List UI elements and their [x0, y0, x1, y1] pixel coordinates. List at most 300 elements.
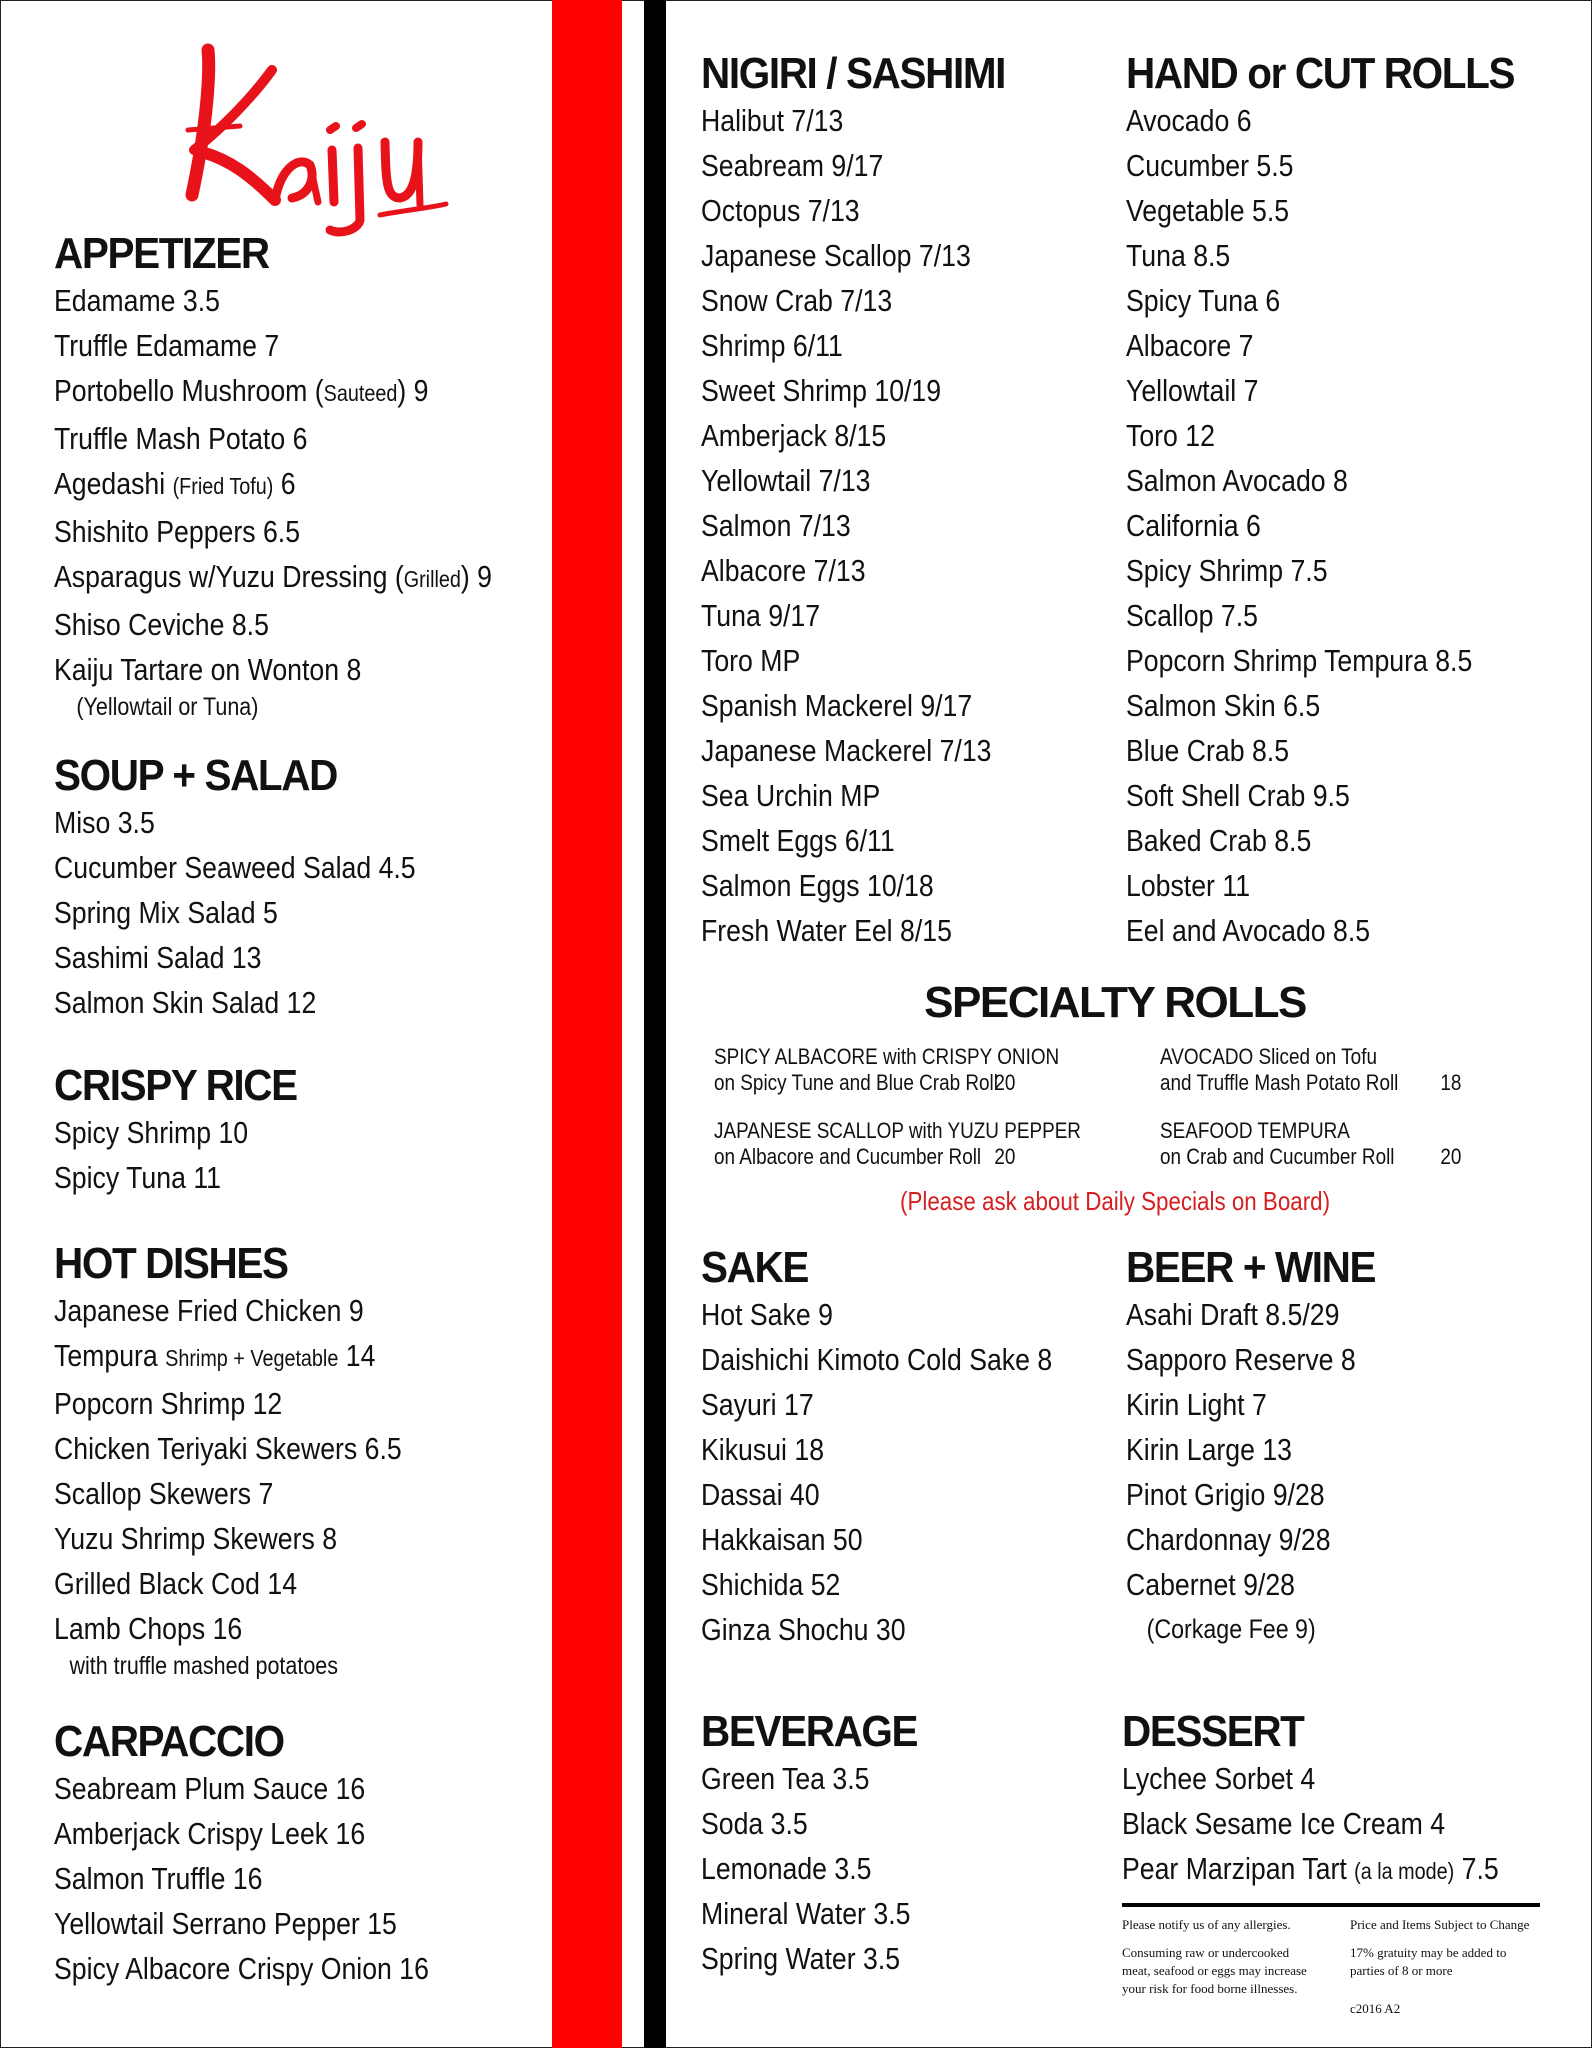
item-price: 12	[286, 985, 317, 1020]
item-note: Grilled	[403, 566, 461, 592]
item-name: Salmon Avocado	[1126, 463, 1326, 498]
menu-item	[701, 98, 992, 143]
item-name: Yellowtail Serrano Pepper	[54, 1906, 360, 1941]
menu-item	[701, 188, 992, 233]
menu-item	[1122, 1756, 1499, 1801]
item-price: 13	[231, 940, 262, 975]
item-name: Truffle Edamame	[54, 328, 258, 363]
item-price: 7	[258, 1476, 274, 1511]
item-price: 10/19	[874, 373, 942, 408]
item-price: 7/13	[918, 238, 971, 273]
item-name: Asahi Draft	[1126, 1297, 1258, 1332]
item-price: 8	[1333, 463, 1348, 498]
item-name: Hakkaisan	[701, 1522, 826, 1557]
item-price: 5.5	[1256, 148, 1294, 183]
item-price: 7	[1243, 373, 1259, 408]
specialty-item	[1160, 1044, 1462, 1096]
item-price: 7/13	[840, 283, 893, 318]
item-name: Pear Marzipan Tart	[1122, 1851, 1347, 1886]
specialty-item	[714, 1044, 1059, 1096]
section-title: BEVERAGE	[701, 1707, 918, 1756]
section-title: HAND or CUT ROLLS	[1126, 49, 1515, 98]
item-price: 8.5	[231, 607, 269, 642]
item-price: 40	[789, 1477, 820, 1512]
item-price: 5.5	[1252, 193, 1290, 228]
item-name: Popcorn Shrimp Tempura	[1126, 643, 1428, 678]
menu-item	[54, 416, 492, 461]
specialty-item	[1160, 1118, 1462, 1170]
menu-item	[1126, 278, 1489, 323]
menu-item	[1122, 1846, 1499, 1894]
item-price: 7	[1251, 1387, 1267, 1422]
item-name: Salmon Skin Salad	[54, 985, 280, 1020]
beer-wine-list	[1126, 1292, 1397, 1607]
item-name: Chicken Teriyaki Skewers	[54, 1431, 358, 1466]
appetizer-section	[54, 230, 563, 722]
item-name: Seabream	[701, 148, 825, 183]
item-price: 6	[292, 421, 308, 456]
item-name: California	[1126, 508, 1239, 543]
item-name: Pinot Grigio	[1126, 1477, 1266, 1512]
specialty-name: AVOCADO Sliced on Tofu	[1160, 1044, 1377, 1069]
item-price: 14	[267, 1566, 298, 1601]
menu-item	[54, 1561, 402, 1606]
item-price: 7.5	[1290, 553, 1328, 588]
item-name: Spring Mix Salad	[54, 895, 256, 930]
item-price: 3.5	[182, 283, 221, 318]
item-price: 16	[335, 1816, 366, 1851]
menu-item	[1126, 1427, 1359, 1472]
menu-item	[701, 1292, 1052, 1337]
item-name: Shrimp	[701, 328, 786, 363]
menu-item	[1126, 323, 1489, 368]
item-price: 11	[193, 1160, 222, 1195]
section-title: BEER + WINE	[1126, 1243, 1376, 1292]
menu-item	[701, 1472, 1052, 1517]
item-name: Blue Crab	[1126, 733, 1245, 768]
item-price: 9	[348, 1293, 364, 1328]
item-name: Cucumber Seaweed Salad	[54, 850, 372, 885]
item-price: 30	[875, 1612, 906, 1647]
menu-item	[701, 638, 992, 683]
item-price: MP	[840, 778, 881, 813]
item-name: Tuna	[1126, 238, 1186, 273]
item-name: Soft Shell Crab	[1126, 778, 1306, 813]
item-name: Green Tea	[701, 1761, 826, 1796]
item-name: Agedashi	[54, 466, 166, 501]
item-name: Cabernet	[1126, 1567, 1236, 1602]
item-price: 8/15	[834, 418, 887, 453]
item-name: Truffle Mash Potato	[54, 421, 286, 456]
item-price: 8.5	[1274, 823, 1312, 858]
item-name: Portobello Mushroom (	[54, 373, 324, 408]
menu-item	[54, 1426, 402, 1471]
menu-item	[1126, 458, 1489, 503]
beverage-section	[701, 1708, 945, 1981]
item-price: 12	[252, 1386, 283, 1421]
item-price: 7.5	[1220, 598, 1258, 633]
item-name: Mineral Water	[701, 1896, 866, 1931]
item-price: 9/17	[768, 598, 821, 633]
menu-item	[54, 845, 416, 890]
item-name: Kaiju Tartare on Wonton	[54, 652, 340, 687]
item-price: 7/13	[807, 193, 860, 228]
item-name: Albacore	[1126, 328, 1232, 363]
specialty-item	[714, 1118, 1081, 1170]
menu-item	[701, 908, 992, 953]
menu-item	[701, 1846, 910, 1891]
item-name: Popcorn Shrimp	[54, 1386, 246, 1421]
item-name: Tuna	[701, 598, 761, 633]
item-name: Black Sesame Ice Cream	[1122, 1806, 1423, 1841]
menu-item	[701, 278, 992, 323]
item-name: Amberjack	[701, 418, 827, 453]
menu-item	[701, 1382, 1052, 1427]
item-price: 9	[413, 373, 429, 408]
menu-item	[54, 1471, 402, 1516]
menu-item	[54, 323, 492, 368]
item-price: 4	[1430, 1806, 1446, 1841]
rolls-list	[1126, 98, 1548, 953]
footer-divider	[1122, 1903, 1540, 1907]
item-name: Kirin Light	[1126, 1387, 1245, 1422]
menu-item	[701, 413, 992, 458]
item-name: Spring Water	[701, 1941, 856, 1976]
item-price: 4	[1300, 1761, 1316, 1796]
menu-item	[701, 368, 992, 413]
item-name: Soda	[701, 1806, 764, 1841]
menu-item	[54, 1811, 429, 1856]
item-price: 7	[264, 328, 280, 363]
carpaccio-list	[54, 1766, 490, 1991]
beverage-list	[701, 1756, 945, 1981]
item-price: 8	[346, 652, 362, 687]
menu-item	[54, 278, 492, 323]
hot-dishes-section	[54, 1240, 458, 1681]
menu-item	[1126, 683, 1489, 728]
item-name: Toro	[1126, 418, 1178, 453]
menu-item	[1126, 863, 1489, 908]
menu-item	[1126, 188, 1489, 233]
item-name: Ginza Shochu	[701, 1612, 869, 1647]
item-name: Scallop Skewers	[54, 1476, 252, 1511]
menu-item	[1126, 1562, 1359, 1607]
item-name: Spicy Tuna	[54, 1160, 186, 1195]
soup-salad-section	[54, 752, 475, 1025]
item-price: 6/11	[792, 328, 843, 363]
beer-wine-section	[1126, 1244, 1397, 1652]
item-name: Salmon	[701, 508, 792, 543]
menu-item	[701, 593, 992, 638]
menu-item	[701, 548, 992, 593]
menu-item	[54, 647, 492, 692]
item-note-close: )	[397, 373, 407, 408]
item-price: 8	[322, 1521, 338, 1556]
menu-item	[1126, 233, 1489, 278]
item-name: Seabream Plum Sauce	[54, 1771, 329, 1806]
menu-item	[701, 143, 992, 188]
item-price: 8	[1340, 1342, 1356, 1377]
item-price: 9/17	[920, 688, 973, 723]
item-price: 3.5	[873, 1896, 911, 1931]
menu-item	[1126, 368, 1489, 413]
item-price: 9/28	[1243, 1567, 1295, 1602]
kaiju-logo	[180, 30, 450, 240]
item-price: 6.5	[262, 514, 301, 549]
menu-item	[1126, 818, 1489, 863]
item-price: 5	[262, 895, 278, 930]
menu-item	[701, 1801, 910, 1846]
item-name: Shiso Ceviche	[54, 607, 225, 642]
menu-item	[701, 1607, 1052, 1652]
item-price: 7	[1238, 328, 1254, 363]
menu-item	[1126, 638, 1489, 683]
item-price: 8.5	[1251, 733, 1290, 768]
menu-item	[54, 554, 492, 602]
item-name: Sapporo Reserve	[1126, 1342, 1334, 1377]
specialty-name: SPICY ALBACORE with CRISPY ONION	[714, 1044, 1060, 1069]
item-name: Snow Crab	[701, 283, 833, 318]
menu-item	[1126, 1292, 1359, 1337]
item-price: 6	[1246, 508, 1261, 543]
item-price: 18	[794, 1432, 825, 1467]
item-price: 9	[818, 1297, 833, 1332]
menu-item	[701, 818, 992, 863]
menu-item	[701, 1337, 1052, 1382]
menu-item	[1126, 503, 1489, 548]
menu-item	[54, 1901, 429, 1946]
specialty-name: SEAFOOD TEMPURA	[1160, 1118, 1350, 1143]
menu-item	[1126, 98, 1489, 143]
menu-item	[54, 935, 416, 980]
menu-item	[54, 461, 492, 509]
hot-dishes-list	[54, 1288, 458, 1651]
sake-section	[701, 1244, 1109, 1652]
menu-item	[54, 1288, 402, 1333]
menu-item	[1126, 728, 1489, 773]
menu-item	[54, 602, 492, 647]
menu-item	[701, 863, 992, 908]
item-name: Japanese Scallop	[701, 238, 912, 273]
item-name: Avocado	[1126, 103, 1230, 138]
item-name: Lamb Chops	[54, 1611, 206, 1646]
menu-item	[701, 728, 992, 773]
item-name: Smelt Eggs	[701, 823, 838, 858]
item-price: 8.5	[1193, 238, 1231, 273]
item-price: 16	[232, 1861, 263, 1896]
copyright-note: c2016 A2	[1350, 2001, 1401, 2016]
item-price: 9/17	[831, 148, 884, 183]
menu-item	[54, 509, 492, 554]
menu-item	[701, 683, 992, 728]
item-name: Dassai	[701, 1477, 783, 1512]
item-name: Edamame	[54, 283, 176, 318]
section-title: SAKE	[701, 1243, 808, 1292]
rolls-section	[1126, 50, 1548, 953]
item-price: 3.5	[863, 1941, 901, 1976]
section-title: CRISPY RICE	[54, 1061, 297, 1110]
specialty-price: 20	[994, 1144, 1016, 1169]
item-price: 8.5/29	[1265, 1297, 1340, 1332]
menu-item	[701, 1936, 910, 1981]
menu-item	[54, 1155, 281, 1200]
specialty-desc: on Crab and Cucumber Roll	[1160, 1144, 1395, 1169]
menu-item	[54, 1946, 429, 1991]
item-price: 52	[810, 1567, 841, 1602]
menu-item	[1126, 1472, 1359, 1517]
specialty-name: JAPANESE SCALLOP with YUZU PEPPER	[714, 1118, 1081, 1143]
item-price: 9	[477, 559, 493, 594]
item-price: 9.5	[1312, 778, 1350, 813]
menu-item	[701, 1891, 910, 1936]
item-name: Yellowtail	[701, 463, 812, 498]
nigiri-list	[701, 98, 1039, 953]
item-name: Salmon Skin	[1126, 688, 1276, 723]
item-name: Lemonade	[701, 1851, 828, 1886]
section-title: DESSERT	[1122, 1707, 1304, 1756]
carpaccio-section	[54, 1718, 490, 1991]
item-name: Japanese Mackerel	[701, 733, 933, 768]
specialty-desc: on Spicy Tune and Blue Crab Roll	[714, 1070, 998, 1095]
item-name: Tempura	[54, 1338, 158, 1373]
item-name: Lychee Sorbet	[1122, 1761, 1293, 1796]
item-name: Halibut	[701, 103, 784, 138]
item-name: Cucumber	[1126, 148, 1249, 183]
appetizer-list	[54, 278, 563, 692]
item-name: Spicy Albacore Crispy Onion	[54, 1951, 392, 1986]
item-price: 16	[335, 1771, 366, 1806]
specialty-price: 20	[1440, 1144, 1462, 1169]
menu-item	[701, 1517, 1052, 1562]
item-name: Kikusui	[701, 1432, 787, 1467]
lamb-subnote: with truffle mashed potatoes	[69, 1652, 339, 1680]
crispy-rice-list	[54, 1110, 318, 1200]
gratuity-note: 17% gratuity may be added to parties of 8 or more	[1350, 1945, 1507, 1978]
menu-item	[701, 773, 992, 818]
specialty-desc: on Albacore and Cucumber Roll	[714, 1144, 982, 1169]
item-name: Spicy Shrimp	[1126, 553, 1284, 588]
item-name: Yuzu Shrimp Skewers	[54, 1521, 315, 1556]
item-name: Salmon Truffle	[54, 1861, 226, 1896]
item-name: Fresh Water Eel	[701, 913, 893, 948]
consuming-warning: Consuming raw or undercooked meat, seafood or eggs may increase your risk for food borne illnesses.	[1122, 1945, 1307, 1996]
item-price: 13	[1262, 1432, 1293, 1467]
menu-item	[54, 368, 492, 416]
menu-item	[54, 1110, 281, 1155]
item-note: Sauteed	[323, 380, 398, 406]
item-price: 9/28	[1272, 1477, 1325, 1512]
item-name: Baked Crab	[1126, 823, 1267, 858]
menu-item	[1126, 908, 1489, 953]
item-name: Vegetable	[1126, 193, 1245, 228]
item-name: Toro	[701, 643, 753, 678]
item-name: Sea Urchin	[701, 778, 833, 813]
item-note: Shrimp + Vegetable	[165, 1345, 339, 1371]
item-name: Chardonnay	[1126, 1522, 1272, 1557]
item-price: 8.5	[1333, 913, 1371, 948]
item-price: 3.5	[832, 1761, 870, 1796]
price-change-note: Price and Items Subject to Change	[1350, 1917, 1530, 1932]
item-price: 8.5	[1435, 643, 1473, 678]
item-name: Salmon Eggs	[701, 868, 860, 903]
menu-item	[1126, 1382, 1359, 1427]
menu-item	[701, 1427, 1052, 1472]
item-price: 7/13	[791, 103, 844, 138]
item-price: 3.5	[117, 805, 155, 840]
item-name: Daishichi Kimoto Cold Sake	[701, 1342, 1030, 1377]
menu-item	[1126, 548, 1489, 593]
item-price: 7/13	[818, 463, 871, 498]
item-price: 7/13	[813, 553, 866, 588]
crispy-rice-section	[54, 1062, 318, 1200]
item-price: 4.5	[378, 850, 416, 885]
menu-item	[54, 1333, 402, 1381]
menu-item	[54, 980, 416, 1025]
item-name: Japanese Fried Chicken	[54, 1293, 342, 1328]
dessert-section	[1122, 1708, 1560, 1894]
item-name: Sayuri	[701, 1387, 777, 1422]
item-name: Spicy Tuna	[1126, 283, 1258, 318]
section-title: CARPACCIO	[54, 1717, 284, 1766]
allergy-note: Please notify us of any allergies.	[1122, 1917, 1291, 1932]
menu-item	[701, 233, 992, 278]
item-name: Spanish Mackerel	[701, 688, 913, 723]
item-price: 14	[345, 1338, 376, 1373]
item-price: 8/15	[900, 913, 952, 948]
specialty-price: 18	[1440, 1070, 1462, 1095]
item-name: Asparagus w/Yuzu Dressing (	[54, 559, 404, 594]
item-price: 6	[280, 466, 296, 501]
section-title: APPETIZER	[54, 229, 269, 278]
soup-salad-list	[54, 800, 475, 1025]
menu-item	[1126, 1517, 1359, 1562]
menu-item	[1126, 593, 1489, 638]
item-name: Sashimi Salad	[54, 940, 225, 975]
section-title: HOT DISHES	[54, 1239, 288, 1288]
item-price: 16	[399, 1951, 429, 1986]
item-price: 11	[1222, 868, 1251, 903]
menu-item	[1122, 1801, 1499, 1846]
item-price: 50	[832, 1522, 863, 1557]
menu-item	[1126, 143, 1489, 188]
item-note: (Fried Tofu)	[172, 473, 274, 499]
item-price: 10	[218, 1115, 249, 1150]
item-price: 3.5	[834, 1851, 872, 1886]
item-note-close: )	[460, 559, 470, 594]
menu-item	[54, 1856, 429, 1901]
section-title: NIGIRI / SASHIMI	[701, 49, 1006, 98]
menu-item	[1126, 1337, 1359, 1382]
item-name: Eel and Avocado	[1126, 913, 1326, 948]
item-price: 9/28	[1278, 1522, 1331, 1557]
item-name: Grilled Black Cod	[54, 1566, 260, 1601]
daily-specials-note	[700, 1186, 1530, 1217]
nigiri-section	[701, 50, 1039, 953]
specialty-title: SPECIALTY ROLLS	[924, 978, 1306, 1027]
item-name: Shichida	[701, 1567, 804, 1602]
item-price: 8	[1037, 1342, 1053, 1377]
item-price: 12	[1185, 418, 1215, 453]
item-name: Amberjack Crispy Leek	[54, 1816, 329, 1851]
menu-item	[54, 890, 416, 935]
item-price: 3.5	[770, 1806, 808, 1841]
menu-item	[701, 503, 992, 548]
daily-specials-text: (Please ask about Daily Specials on Board)	[899, 1186, 1331, 1216]
menu-item	[54, 1606, 402, 1651]
item-price: 6.5	[1283, 688, 1321, 723]
item-price: 17	[783, 1387, 814, 1422]
item-name: Sweet Shrimp	[701, 373, 867, 408]
